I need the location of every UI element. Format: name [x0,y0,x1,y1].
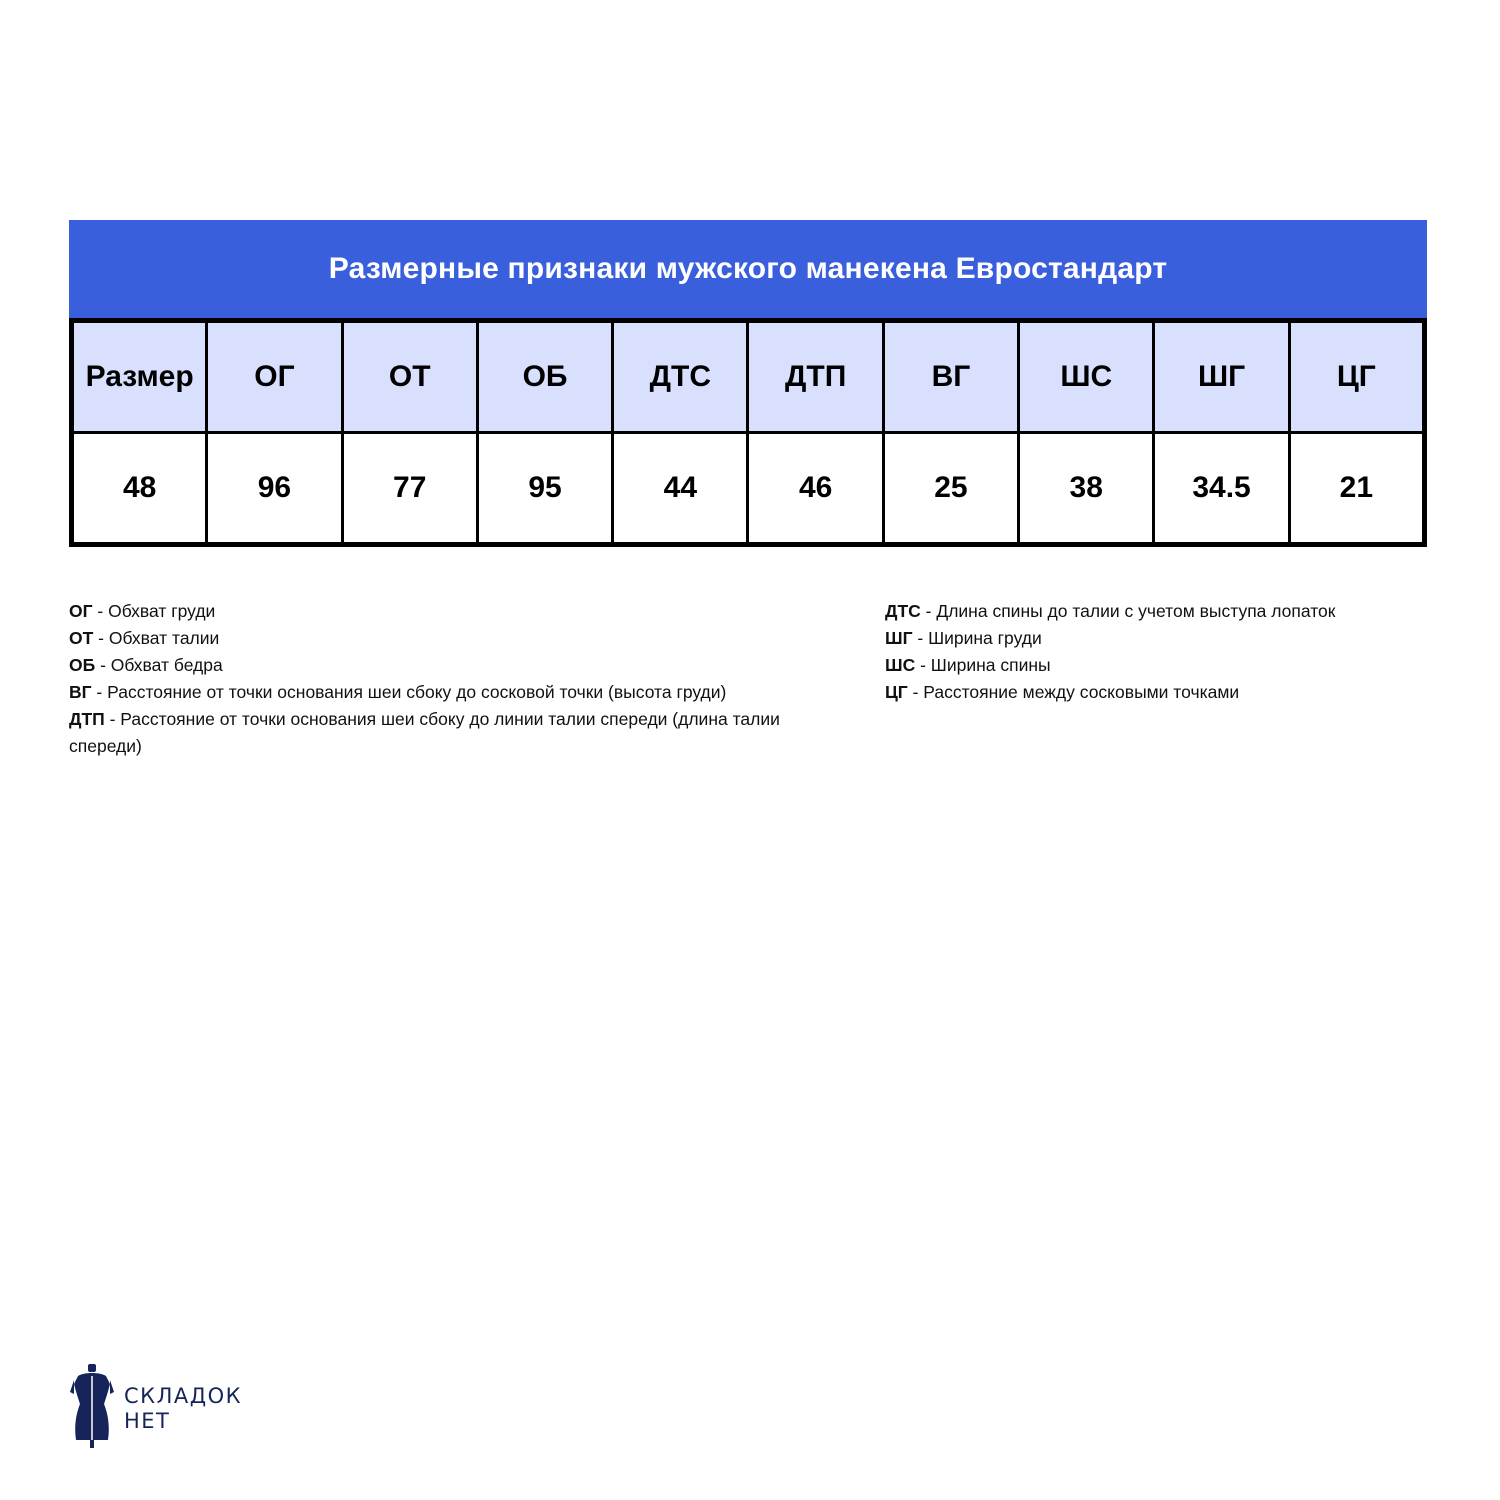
table-row [72,433,1425,545]
legend-text: - Обхват бедра [95,655,223,675]
value-cell: 77 [342,433,477,545]
header-cell: ОГ [207,321,342,433]
header-cell: ДТС [613,321,748,433]
dress-form-icon [70,1362,114,1450]
value-cell: 46 [748,433,883,545]
logo-line-1: СКЛАДОК [124,1384,243,1408]
header-cell: ДТП [748,321,883,433]
legend-abbr: ВГ [69,682,92,702]
header-cell: ШС [1019,321,1154,433]
legend-item [885,598,1445,625]
legend-item [69,706,809,760]
brand-logo [70,1362,270,1452]
legend-abbr: ОГ [69,601,93,621]
legend-item [69,625,809,652]
legend-item [885,652,1445,679]
legend-abbr: ШС [885,655,916,675]
legend-text: - Длина спины до талии с учетом выступа лопаток [920,601,1336,621]
legend-abbr: ЦГ [885,682,908,702]
size-table [69,318,1427,547]
value-cell: 38 [1019,433,1154,545]
value-cell: 25 [883,433,1018,545]
value-cell: 44 [613,433,748,545]
legend-abbr: ОТ [69,628,94,648]
legend-abbr: ШГ [885,628,913,648]
table-header-row [72,321,1425,433]
title-banner [69,220,1427,318]
legend-left [69,598,809,760]
legend-text: - Обхват груди [92,601,216,621]
legend-item [69,679,809,706]
legend-text: - Ширина груди [912,628,1042,648]
logo-line-2: НЕТ [124,1409,171,1433]
legend-text: - Расстояние от точки основания шеи сбоку до линии талии спереди (длина талии спереди) [69,709,780,756]
value-cell: 95 [477,433,612,545]
header-cell: ОТ [342,321,477,433]
header-cell: Размер [72,321,207,433]
legend-abbr: ОБ [69,655,96,675]
legend-item [69,652,809,679]
value-cell: 34.5 [1154,433,1289,545]
legend-abbr: ДТС [885,601,921,621]
header-cell: ШГ [1154,321,1289,433]
legend-right [885,598,1445,706]
legend-text: - Обхват талии [93,628,220,648]
legend-item [885,625,1445,652]
header-cell: ОБ [477,321,612,433]
value-cell: 48 [72,433,207,545]
legend-item [69,598,809,625]
header-cell: ЦГ [1289,321,1424,433]
logo-wordmark [124,1384,242,1434]
page-title: Размерные признаки мужского манекена Евростандарт [328,252,1168,285]
legend-text: - Расстояние от точки основания шеи сбоку до сосковой точки (высота груди) [91,682,727,702]
legend-text: - Расстояние между сосковыми точками [907,682,1240,702]
legend-item [885,679,1445,706]
value-cell: 21 [1289,433,1424,545]
header-cell: ВГ [883,321,1018,433]
legend-text: - Ширина спины [915,655,1051,675]
value-cell: 96 [207,433,342,545]
legend-abbr: ДТП [69,709,105,729]
